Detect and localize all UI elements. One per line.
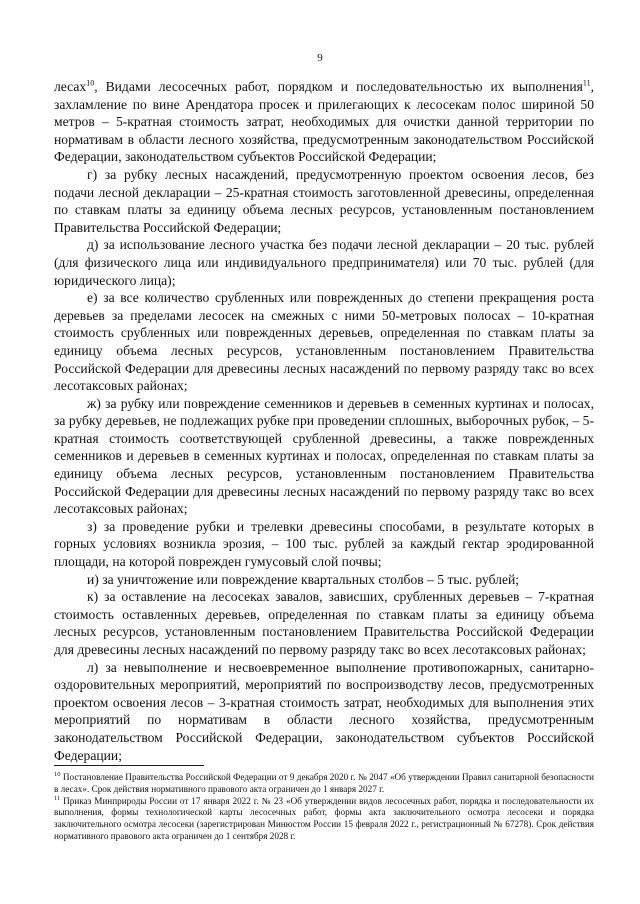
paragraph-z: з) за проведение рубки и трелевки древесины способами, в результате которых в горных условиях возникла эрозия, – 100 тыс. рублей за каждый гектар эродированной площади, на которой поврежден гумусовый слой почвы; <box>54 518 594 570</box>
footnote-10 <box>54 772 594 796</box>
footnotes <box>54 772 594 843</box>
paragraph-text: , Видами лесосечных работ, порядком и последовательностью их выполнения <box>94 79 583 94</box>
paragraph-k: к) за оставление на лесосеках завалов, зависших, срубленных деревьев – 7-кратная стоимость оставленных деревьев, определенная по ставкам платы за единицу объема лесных ресурсов, установленным постановлением Правительства Российской Федерации для древесины лесных насаждений по первому разряду такс во всех лесотаксовых районах; <box>54 589 594 657</box>
paragraph-d: д) за использование лесного участка без подачи лесной декларации – 20 тыс. рублей (для физического лица или индивидуального предпринимателя) или 70 тыс. рублей (для юридического лица); <box>54 237 594 288</box>
paragraph-l: л) за невыполнение и несвоевременное выполнение противопожарных, санитарно-оздоровительных мероприятий, мероприятий по воспроизводству лесов, предусмотренных проектом освоения лесов – 3-кратная стоимость затрат, необходимых для выполнения этих мероприятий по нормативам в области лесного хозяйства, предусмотренным законодательством Российской Федерации, законодательством субъектов Российской Федерации; <box>54 659 594 763</box>
page-number: 9 <box>317 52 323 64</box>
paragraph-continuation <box>54 78 594 166</box>
paragraph-text: лесах <box>54 79 87 94</box>
paragraph-e: е) за все количество срубленных или поврежденных до степени прекращения роста деревьев за пределами лесосек на смежных с ними 50-метровых полосах – 10-кратная стоимость срубленных или поврежденных деревьев, определенная по ставкам платы за единицу объема лесных ресурсов, установленным постановлением Правительства Российской Федерации для древесины лесных насаждений по первому разряду такс во всех лесотаксовых районах; <box>54 290 594 394</box>
footnote-mark: 11 <box>54 794 61 802</box>
paragraph-i: и) за уничтожение или повреждение квартальных столбов – 5 тыс. рублей; <box>87 571 520 587</box>
paragraph-g: г) за рубку лесных насаждений, предусмотренную проектом освоения лесов, без подачи лесной декларации – 25-кратная стоимость заготовленной древесины, определенная по ставкам платы за единицу объема лесных ресурсов, установленным постановлением Правительства Российской Федерации; <box>54 166 594 235</box>
paragraph-text: , захламление по вине Арендатора просек и прилегающих к лесосекам полос шириной 50 метров – 5-кратная стоимость затрат, необходимых для очистки данной территории по нормативам в области лесного хозяйства, предусмотренным законодательством Российской Федерации, законодательством субъектов Российской Федерации; <box>54 79 594 165</box>
footnote-text: Постановление Правительства Российской Федерации от 9 декабря 2020 г. № 2047 «Об утверждении Правил санитарной безопасности в лесах». Срок действия нормативного правового акта ограничен до 1 января 2027 г. <box>54 772 594 794</box>
footnote-text: Приказ Минприроды России от 17 января 2022 г. № 23 «Об утверждении видов лесосечных работ, порядка и последовательности их выполнения, формы технологической карты лесосечных работ, формы акта заключительного осмотра лесосеки и порядка заключительного осмотра лесосеки (зарегистрирован Минюстом России 15 февраля 2022 г., регистрационный № 67278). Срок действия нормативного правового акта ограничен до 1 сентября 2028 г. <box>54 795 594 841</box>
document-body <box>54 78 594 764</box>
footnote-11 <box>54 796 594 843</box>
footnote-ref-11[interactable]: 11 <box>582 78 591 88</box>
footnote-ref-10[interactable]: 10 <box>86 78 95 88</box>
footnote-mark: 10 <box>54 770 61 778</box>
paragraph-zh: ж) за рубку или повреждение семенников и деревьев в семенных куртинах и полосах, за рубку деревьев, не подлежащих рубке при проведении сплошных, выборочных рубок, – 5-кратная стоимость соответствующей срубленной древесины, а также поврежденных семенников и деревьев в семенных куртинах и полосах, определенная по ставкам платы за единицу объема лесных ресурсов, установленным постановлением Правительства Российской Федерации для древесины лесных насаждений по первому разряду такс во всех лесотаксовых районах; <box>54 395 594 517</box>
footnote-separator <box>54 765 204 766</box>
